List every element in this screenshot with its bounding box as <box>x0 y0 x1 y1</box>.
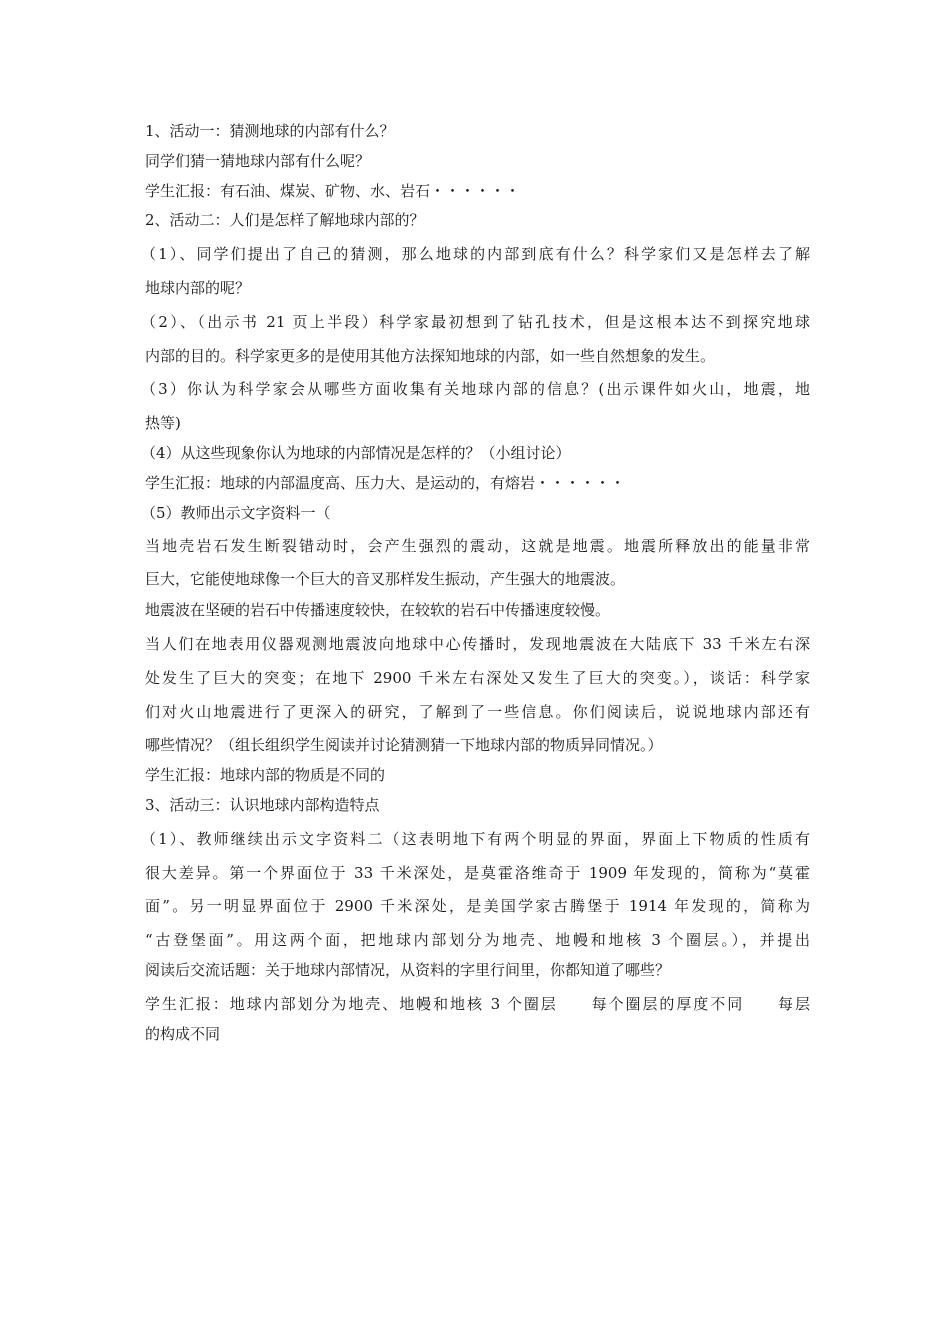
activity-one-heading: 1、活动一：猜测地球的内部有什么？ <box>145 122 395 140</box>
activity-three-heading: 3、活动三：认识地球内部构造特点 <box>145 795 380 814</box>
paragraph-line: 学生汇报：地球的内部温度高、压力大、是运动的，有熔岩・・・・・・ <box>145 473 626 492</box>
paragraph-line: 哪些情况？（组长组织学生阅读并讨论猜测猜一下地球内部的物质异同情况。） <box>145 736 663 755</box>
paragraph-line: 当人们在地表用仪器观测地震波向地球中心传播时，发现地震波在大陆底下 33 千米左右深 <box>145 634 810 653</box>
paragraph-line: 巨大，它能使地球像一个巨大的音叉那样发生振动，产生强大的地震波。 <box>145 570 626 589</box>
activity-two-heading: 2、活动二：人们是怎样了解地球内部的？ <box>145 211 425 230</box>
paragraph-line: 热等) <box>145 414 181 433</box>
paragraph-line: 学生汇报：有石油、煤炭、矿物、水、岩石・・・・・・ <box>145 181 521 200</box>
paragraph-line: 们对火山地震进行了更深入的研究，了解到了一些信息。你们阅读后，说说地球内部还有 <box>145 702 810 721</box>
paragraph-line: （3）你认为科学家会从哪些方面收集有关地球内部的信息？(出示课件如火山，地震，地 <box>141 380 810 399</box>
paragraph-line: 当地壳岩石发生断裂错动时，会产生强烈的震动，这就是地震。地震所释放出的能量非常 <box>145 537 810 556</box>
paragraph-line: 学生汇报：地球内部的物质是不同的 <box>145 766 386 785</box>
paragraph-line: 的构成不同 <box>145 1024 221 1043</box>
paragraph-line: （1）、教师继续出示文字资料二（这表明地下有两个明显的界面，界面上下物质的性质有 <box>141 829 810 848</box>
paragraph-line: 阅读后交流话题：关于地球内部情况，从资料的字里行间里，你都知道了哪些？ <box>145 960 671 979</box>
paragraph-line: （1）、同学们提出了自己的猜测，那么地球的内部到底有什么？科学家们又是怎样去了解 <box>141 245 810 264</box>
paragraph-line: 同学们猜一猜地球内部有什么呢？ <box>145 151 371 170</box>
paragraph-line: （4）从这些现象你认为地球的内部情况是怎样的？（小组讨论） <box>141 443 571 462</box>
paragraph-line: 学生汇报：地球内部划分为地壳、地幔和地核 3 个圈层 每个圈层的厚度不同 每层 <box>145 994 810 1013</box>
paragraph-line: 很大差异。第一个界面位于 33 千米深处，是莫霍洛维奇于 1909 年发现的，简称为“莫霍 <box>145 863 810 882</box>
paragraph-line: 地震波在坚硬的岩石中传播速度较快，在较软的岩石中传播速度较慢。 <box>145 601 611 620</box>
document-body <box>141 119 810 1047</box>
paragraph-line: 内部的目的。科学家更多的是使用其他方法探知地球的内部，如一些自然想象的发生。 <box>145 346 716 365</box>
paragraph-line: 面”。另一明显界面位于 2900 千米深处，是美国学家古腾堡于 1914 年发现的，简称为 <box>145 897 810 916</box>
paragraph-line: （2）、（出示书 21 页上半段）科学家最初想到了钻孔技术，但是这根本达不到探究地球 <box>141 312 810 331</box>
paragraph-line: （5）教师出示文字资料一（ <box>141 503 331 522</box>
paragraph-line: “古登堡面”。用这两个面，把地球内部划分为地壳、地幔和地核 3 个圈层。），并提出 <box>145 931 810 950</box>
paragraph-line: 地球内部的呢？ <box>145 278 251 297</box>
paragraph-line: 处发生了巨大的突变；在地下 2900 千米左右深处又发生了巨大的突变。），谈话：科学家 <box>145 668 810 687</box>
